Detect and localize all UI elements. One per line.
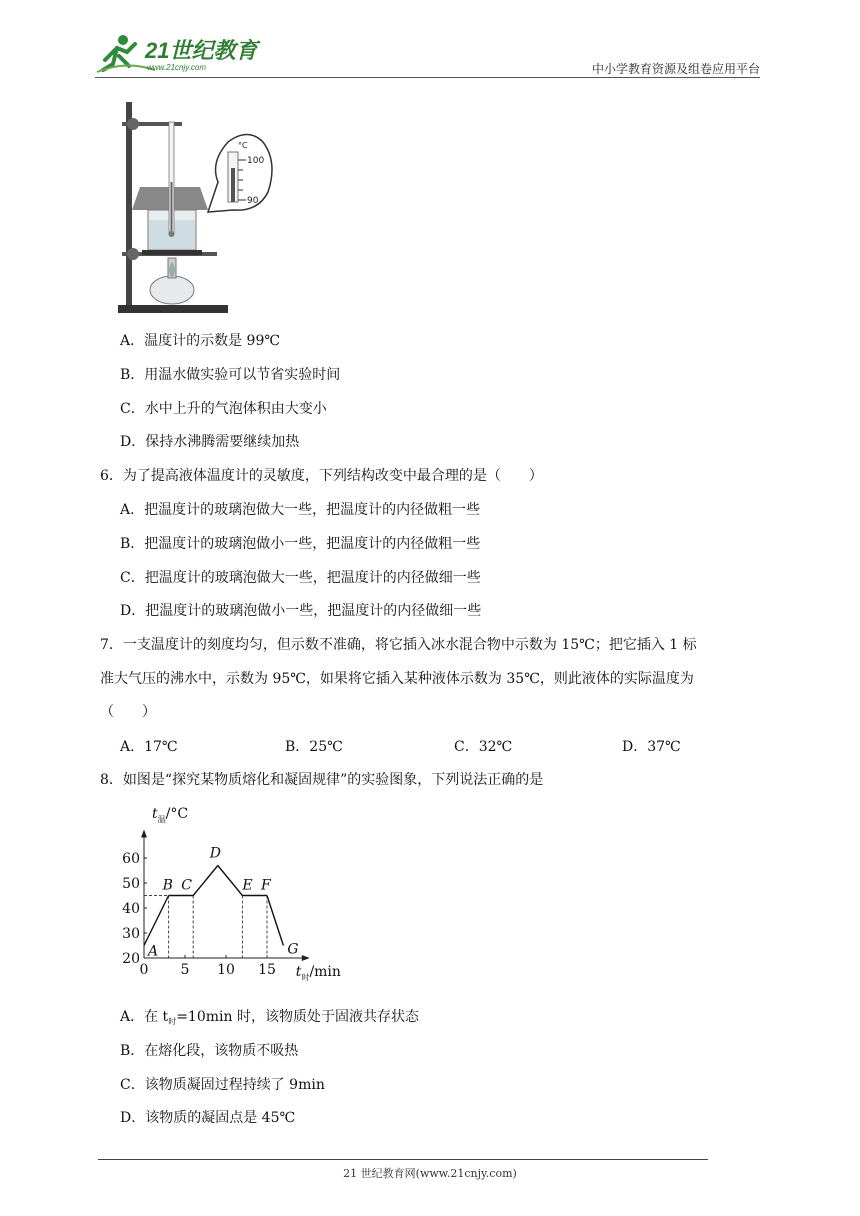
logo-text: 21世纪教育 (145, 38, 258, 63)
header-divider (95, 77, 760, 78)
boiling-apparatus-figure (118, 102, 278, 314)
q7-option-a: A．17℃ (120, 739, 178, 755)
q8-option-c: C．该物质凝固过程持续了 9min (120, 1077, 325, 1093)
y-tick-label: 30 (122, 926, 140, 942)
curve-segment (193, 866, 218, 896)
q8-option-a-post: =10min 时，该物质处于固液共存状态 (176, 1009, 419, 1025)
q7-stem-line2: 准大气压的沸水中，示数为 95℃，如果将它插入某种液体示数为 35℃，则此液体的实际温度为 (100, 671, 694, 687)
q5-option-d: D．保持水沸腾需要继续加热 (120, 434, 300, 450)
site-logo (95, 30, 295, 76)
temperature-time-chart (118, 800, 368, 985)
x-tick-label: 0 (139, 962, 149, 978)
q8-stem: 8．如图是“探究某物质熔化和凝固规律”的实验图象，下列说法正确的是 (100, 772, 544, 788)
q7-stem-line1: 7．一支温度计的刻度均匀，但示数不准确，将它插入冰水混合物中示数为 15℃；把它插入 1 标 (100, 637, 697, 653)
q6-option-a: A．把温度计的玻璃泡做大一些，把温度计的内径做粗一些 (120, 502, 481, 518)
curve-segment (144, 896, 169, 946)
q6-stem: 6．为了提高液体温度计的灵敏度，下列结构改变中最合理的是（ ） (100, 468, 543, 484)
x-axis-arrow (302, 955, 310, 961)
footer-divider (98, 1159, 708, 1160)
y-tick-label: 20 (122, 951, 140, 967)
callout-unit: °C (238, 141, 248, 150)
page-header (95, 30, 760, 80)
x-tick-label: 10 (217, 962, 235, 978)
logo-url: www.21cnjy.com (147, 63, 206, 72)
q7-options (120, 736, 720, 756)
point-label-b: B (162, 877, 173, 894)
y-axis-label: $t_温/^\circ C$ (152, 806, 189, 824)
q8-option-b: B．在熔化段，该物质不吸热 (120, 1043, 299, 1059)
q8-option-a (120, 1008, 419, 1028)
q7-option-b: B．25℃ (285, 739, 343, 755)
q6-option-d: D．把温度计的玻璃泡做小一些，把温度计的内径做细一些 (120, 603, 482, 619)
curve-segment (218, 866, 243, 896)
q8-option-d: D．该物质的凝固点是 45℃ (120, 1110, 296, 1126)
x-tick-label: 5 (180, 962, 190, 978)
q7-option-d: D．37℃ (622, 739, 681, 755)
point-label-a: A (148, 943, 159, 960)
q5-option-b: B．用温水做实验可以节省实验时间 (120, 367, 341, 383)
point-label-g: G (287, 941, 299, 958)
callout-tick-90: 90 (247, 196, 259, 206)
callout-tick-100: 100 (247, 156, 265, 166)
y-axis-arrow (141, 830, 147, 838)
y-tick-label: 40 (122, 901, 140, 917)
curve-segment (267, 896, 283, 946)
x-tick-label: 15 (258, 962, 276, 978)
q7-stem-line3: （ ） (100, 704, 156, 720)
platform-title: 中小学教育资源及组卷应用平台 (591, 62, 760, 76)
footer-text: 21 世纪教育网(www.21cnjy.com) (343, 1167, 517, 1180)
q5-option-a: A．温度计的示数是 99℃ (120, 333, 281, 349)
point-label-e: E (242, 877, 253, 894)
x-axis-label: $t_时/\min$ (295, 964, 341, 982)
point-label-c: C (181, 877, 192, 894)
q6-option-b: B．把温度计的玻璃泡做小一些，把温度计的内径做粗一些 (120, 536, 481, 552)
point-label-f: F (261, 877, 271, 894)
q6-option-c: C．把温度计的玻璃泡做大一些，把温度计的内径做细一些 (120, 570, 481, 586)
q5-option-c: C．水中上升的气泡体积由大变小 (120, 401, 327, 417)
point-label-d: D (209, 845, 222, 862)
y-tick-label: 60 (122, 851, 140, 867)
q7-option-c: C．32℃ (454, 739, 513, 755)
q8-option-a-sub: 时 (168, 1017, 177, 1026)
y-tick-label: 50 (122, 876, 140, 892)
q8-option-a-pre: A．在 t (120, 1009, 169, 1025)
